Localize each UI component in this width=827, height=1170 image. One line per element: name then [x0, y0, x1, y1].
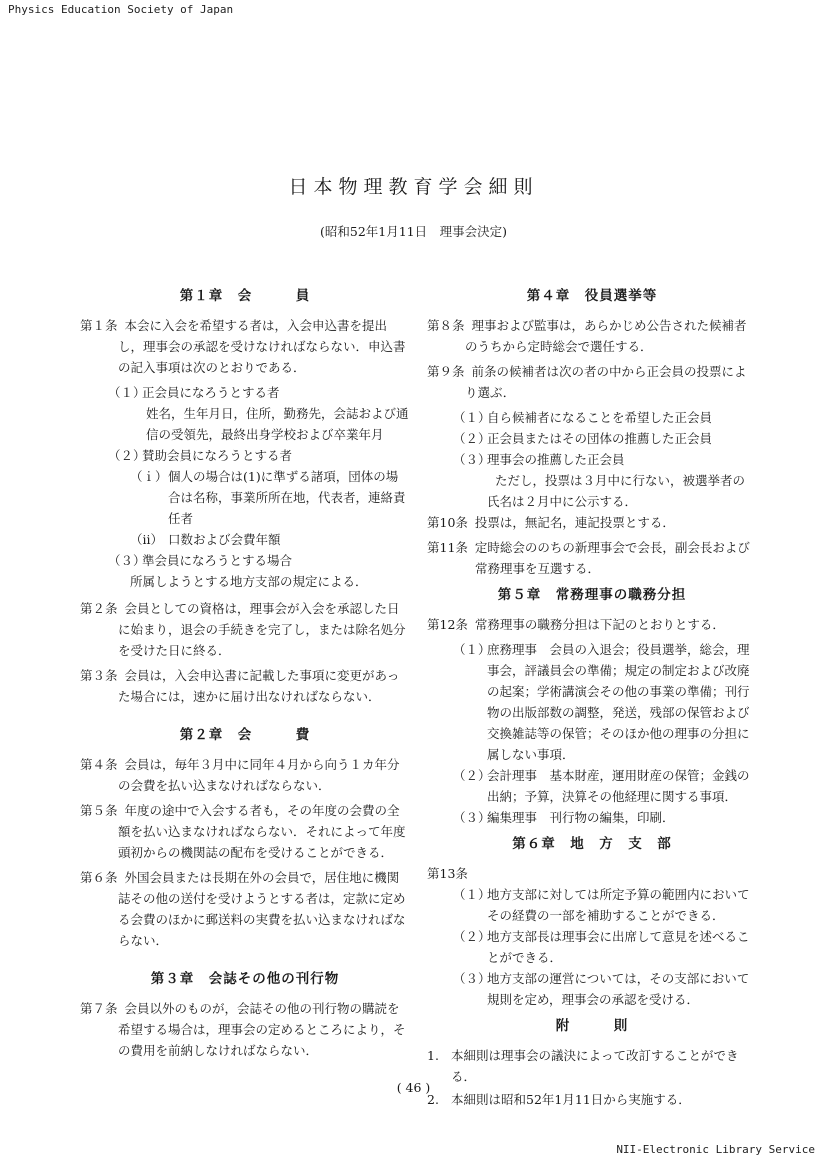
article-10 [427, 512, 757, 533]
article-9-detail: ただし，投票は３月中に行ない，被選挙者の氏名は２月中に公示する． [487, 473, 746, 509]
item-text: 賛助会員になろうとする者 [142, 448, 293, 463]
article-text: 会員以外のものが，会誌その他の刊行物の購読を希望する場合は，理事会の定めるところにより，その費用を前納しなければならない． [118, 1001, 406, 1058]
supplementary-number: 1. [427, 1048, 439, 1063]
chapter-1-heading: 第１章 会 員 [179, 288, 311, 304]
article-9 [427, 361, 757, 403]
page-subtitle: (昭和52年1月11日 理事会決定) [319, 224, 508, 239]
chapter-3-heading: 第３章 会誌その他の刊行物 [150, 971, 340, 987]
item-text: 自ら候補者になることを希望した正会員 [487, 410, 713, 425]
item-text: 正会員またはその団体の推薦した正会員 [487, 431, 713, 446]
item-number: （１） [453, 642, 491, 657]
item-number: （３） [453, 971, 491, 986]
item-text: 正会員になろうとする者 [142, 385, 280, 400]
supplementary-number: 2. [427, 1092, 439, 1107]
article-1-item-3-detail: 所属しようとする地方支部の規定による． [130, 574, 368, 589]
supplementary-text: 本細則は昭和52年1月11日から実施する． [451, 1092, 691, 1107]
article-12 [427, 614, 757, 635]
article-12-item-1 [427, 639, 757, 765]
article-number: 第11条 [427, 540, 468, 555]
item-number: （１） [453, 410, 491, 425]
article-5 [80, 800, 410, 863]
article-1 [80, 315, 410, 378]
article-7 [80, 998, 410, 1061]
item-text: 地方支部の運営については，その支部において規則を定め，理事会の承認を受ける． [487, 971, 750, 1007]
article-number: 第３条 [80, 668, 118, 683]
article-text: 外国会員または長期在外の会員で，居住地に機関誌その他の送付を受けようとする者は，定款に定める会費のほかに郵送料の実費を払い込まなければならない． [118, 870, 406, 948]
chapter-5-heading: 第５章 常務理事の職務分担 [497, 587, 687, 603]
article-number: 第４条 [80, 757, 118, 772]
article-text: 投票は，無記名，連記投票とする． [474, 515, 675, 530]
article-8 [427, 315, 757, 357]
article-number: 第７条 [80, 1001, 118, 1016]
article-text: 本会に入会を希望する者は，入会申込書を提出し，理事会の承認を受けなければならない．申込書の記入事項は次のとおりである． [118, 318, 406, 375]
article-1-item-2 [80, 445, 410, 466]
article-text: 会員は，毎年３月中に同年４月から向う１カ年分の会費を払い込まなければならない． [118, 757, 400, 793]
article-4 [80, 754, 410, 796]
item-text: 準会員になろうとする場合 [142, 553, 293, 568]
article-text: 年度の途中で入会する者も，その年度の会費の全額を払い込まなければならない．それによって年度頭初からの機関誌の配布を受けることができる． [118, 803, 406, 860]
item-number: （１） [453, 887, 491, 902]
item-text: 地方支部に対しては所定予算の範囲内においてその経費の一部を補助することができる． [487, 887, 750, 923]
article-2 [80, 598, 410, 661]
article-13 [427, 863, 757, 884]
header-note: Physics Education Society of Japan [8, 3, 234, 16]
article-number: 第１条 [80, 318, 118, 333]
article-number: 第８条 [427, 318, 465, 333]
article-text: 常務理事の職務分担は下記のとおりとする． [474, 617, 725, 632]
sub-item-number: （ii） [130, 532, 163, 547]
item-number: （２） [453, 929, 491, 944]
article-1-item-3 [80, 550, 410, 571]
item-number: （３） [453, 452, 491, 467]
article-9-item-1 [427, 407, 757, 428]
article-number: 第９条 [427, 364, 465, 379]
article-number: 第13条 [427, 866, 468, 881]
article-text: 定時総会ののちの新理事会で会長，副会長および常務理事を互選する． [474, 540, 750, 576]
chapter-2-heading: 第２章 会 費 [179, 727, 311, 743]
article-text: 会員は，入会申込書に記載した事項に変更があった場合には，速かに届け出なければならない． [118, 668, 400, 704]
article-3 [80, 665, 410, 707]
item-text: 庶務理事 会員の入退会；役員選挙，総会，理事会，評議員会の準備；規定の制定および改廃の起案；学術講演会その他の事業の準備；刊行物の出版部数の調整，発送，残部の保管および交換雑誌等の保管；そのほか他の理事の分担に属しない事項． [487, 642, 750, 762]
chapter-4-heading: 第４章 役員選挙等 [526, 288, 658, 304]
item-number: （３） [453, 810, 491, 825]
article-text: 前条の候補者は次の者の中から正会員の投票により選ぶ． [465, 364, 747, 400]
article-1-item-2-sub-1 [80, 466, 410, 529]
sub-item-number: （ｉ） [130, 469, 168, 484]
supplementary-text: 本細則は理事会の議決によって改訂することができる． [451, 1048, 739, 1084]
sub-item-text: 個人の場合は(1)に準ずる諸項，団体の場合は名称，事業所所在地，代表者，連絡責任者 [168, 469, 406, 526]
article-12-item-2 [427, 765, 757, 807]
item-text: 会計理事 基本財産，運用財産の保管；金銭の出納；予算，決算その他経理に関する事項． [487, 768, 750, 804]
footer-note: NII-Electronic Library Service [616, 1143, 815, 1156]
article-number: 第12条 [427, 617, 468, 632]
article-1-item-1-detail: 姓名，生年月日，住所，勤務先，会誌および通信の受領先，最終出身学校および卒業年月 [146, 406, 409, 442]
page-title: 日本物理教育学会細則 [288, 176, 539, 198]
left-column [80, 280, 410, 1065]
item-number: （２） [453, 768, 491, 783]
item-number: （２） [453, 431, 491, 446]
article-text: 理事および監事は，あらかじめ公告された候補者のうちから定時総会で選任する． [465, 318, 747, 354]
item-text: 編集理事 刊行物の編集，印刷． [487, 810, 675, 825]
article-11 [427, 537, 757, 579]
supplementary-heading: 附 則 [555, 1018, 629, 1034]
article-9-item-3 [427, 449, 757, 470]
article-12-item-3 [427, 807, 757, 828]
article-number: 第５条 [80, 803, 118, 818]
sub-item-text: 口数および会費年額 [168, 532, 281, 547]
article-13-item-1 [427, 884, 757, 926]
item-text: 理事会の推薦した正会員 [487, 452, 625, 467]
item-number: （３） [108, 553, 146, 568]
chapter-6-heading: 第６章 地 方 支 部 [512, 836, 672, 852]
item-number: （２） [108, 448, 146, 463]
article-number: 第６条 [80, 870, 118, 885]
article-13-item-3 [427, 968, 757, 1010]
article-text: 会員としての資格は，理事会が入会を承認した日に始まり，退会の手続きを完了し，または除名処分を受けた日に終る． [118, 601, 406, 658]
item-text: 地方支部長は理事会に出席して意見を述べることができる． [487, 929, 750, 965]
page-number: ( 46 ) [396, 1080, 431, 1095]
article-number: 第２条 [80, 601, 118, 616]
article-1-item-2-sub-2 [80, 529, 410, 550]
right-column [427, 280, 757, 1112]
article-9-item-2 [427, 428, 757, 449]
article-1-item-1 [80, 382, 410, 403]
article-6 [80, 867, 410, 951]
item-number: （１） [108, 385, 146, 400]
article-13-item-2 [427, 926, 757, 968]
article-number: 第10条 [427, 515, 468, 530]
